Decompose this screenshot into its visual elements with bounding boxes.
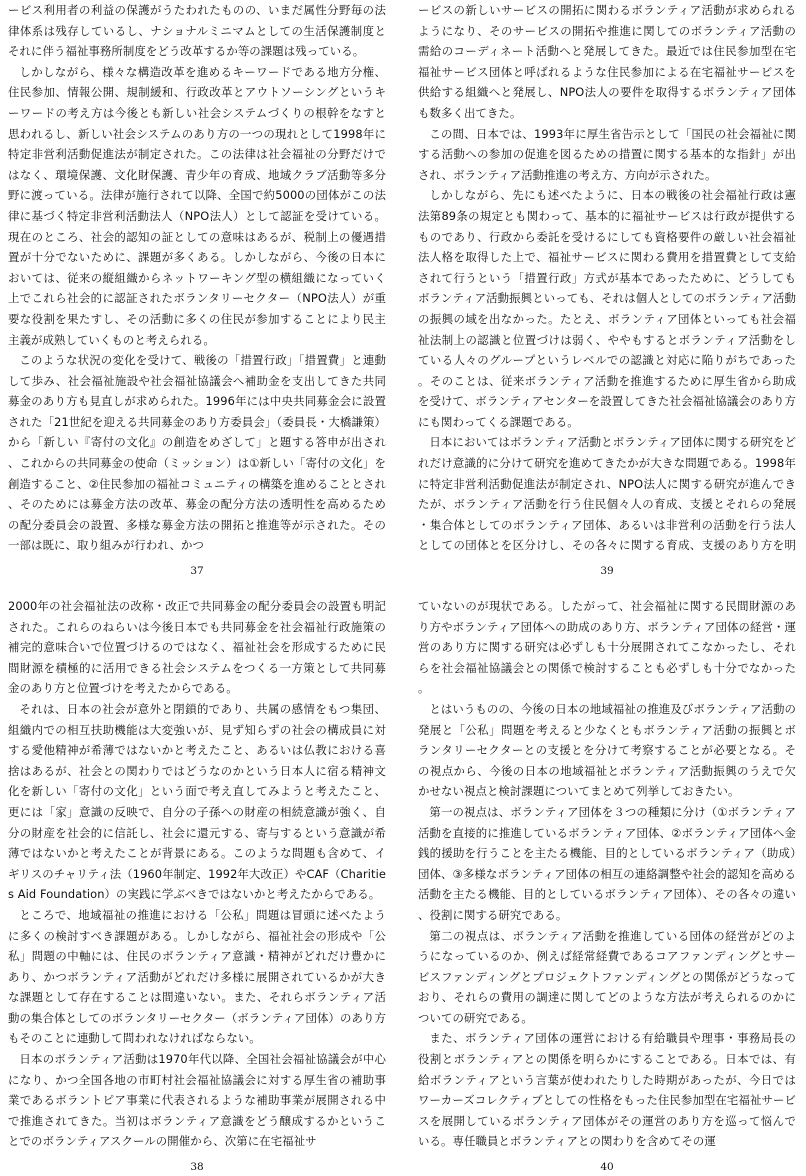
page-38 — [8, 596, 386, 1174]
paragraph: このような状況の変化を受けて、戦後の「措置行政」「措置費」と連動して歩み、社会福祉施設や社会福祉協議会へ補助金を支出してきた共同募金のあり方も見直しが求められた。1996年には中央共同募金会に設置された「21世紀を迎える共同募金のあり方委員会」（委員長・大橋謙策）から「新しい『寄付の文化』の創造をめざして」と題する答申が出され、これからの共同募金の使命（ミッション）は①新しい「寄付の文化」を創造すること、②住民参加の福祉コミュニティの構築を進めることとされ、そのためには募金方法の改革、募金の配分方法の透明性を高めるための配分委員会の設置、多様な募金方法の開拓と推進等が示された。その一部は既に、取り組みが行われ、かつ — [8, 353, 386, 553]
paragraph: ところで、地域福祉の推進における「公私」問題は冒頭に述べたように多くの検討すべき課題がある。しかしながら、福祉社会の形成や「公私」問題の中軸には、住民のボランティア意識・精神がどれだけ豊かにあり、かつボランティア活動がどれだけ多様に展開されているかが大きな課題として存在することは間違いない。また、それらボランティア活動の集合体としてのボランタリーセクター（ボランティア団体）のあり方もそのことに連動して問われなければならない。 — [8, 907, 386, 1046]
paragraph: それは、日本の社会が意外と閉鎖的であり、共属の感情をもつ集団、組織内での相互扶助機能は大変強いが、見ず知らずの社会の構成員に対する愛他精神が希薄ではないかと考えたこと、あるいは仏教における喜捨はあるが、社会との関わりではどうなのかという日本人に宿る精神文化を新しい「寄付の文化」という面で考え直してみようと考えたこと、更には「家」意識の反映で、自分の子孫への財産の相続意識が強く、自分の財産を社会的に信託し、社会に還元する、寄与するという意識が希薄ではないかと考えたことが背景にある。このような問題も含めて、イギリスのチャリティ法（1960年制定、1992年大改正）やCAF（Charities Aid Foundation）の実践に学ぶべきではないかと考えたからである。 — [8, 701, 386, 902]
paragraph: しかしながら、先にも述べたように、日本の戦後の社会福祉行政は憲法第89条の規定とも関わって、基本的に福祉サービスは行政が提供するものであり、行政から委託を受けるにしても資格要件の厳しい社会福祉法人格を取得した上で、福祉サービスに関わる費用を措置費として支給されて行うという「措置行政」方式が基本であったために、どうしてもボランティア活動振興といっても、それは個人としてのボランティア活動の振興の域を出なかった。たとえ、ボランティア団体といっても社会福祉法制上の認識と位置づけは弱く、ややもするとボランティア活動をしている人々のグループというレベルでの認識と対応に陥りがちであった。そのことは、従来ボランティア活動を推進するために厚生省から助成を受けて、ボランティアセンターを設置してきた社会福祉協議会のあり方にも関わってくる課題である。 — [418, 188, 796, 429]
page-38-body — [8, 596, 386, 1158]
paragraph: 第二の視点は、ボランティア活動を推進している団体の経営がどのようになっているのか、例えば経常経費であるコアファンディングとサービスファンディングとプロジェクトファンディングとの関係がどうなっており、それらの費用の調達に関してどのような方法が考えられるのかについての研究である。 — [418, 928, 796, 1025]
paragraph: ービスの新しいサービスの開拓に関わるボランティア活動が求められるようになり、そのサービスの開拓や推進に関してのボランティア活動の需給のコーディネート活動へと発展してきた。最近では住民参加型在宅福祉サービス団体と呼ばれるような住民参加による在宅福祉サービスを供給する組織へと発展し、NPO法人の要件を取得するボランティア団体も数多く出てきた。 — [418, 3, 796, 120]
page-number: 37 — [190, 565, 204, 577]
paragraph: この間、日本では、1993年に厚生省告示として「国民の社会福祉に関する活動への参加の促進を図るための措置に関する基本的な指針」が出され、ボランティア活動推進の考え方、方向が示された。 — [418, 126, 796, 182]
paragraph: しかしながら、様々な構造改革を進めるキーワードである地方分権、住民参加、情報公開、規制緩和、行政改革とアウトソーシングというキーワードの考え方は今後とも新しい社会システムづくりの根幹をなすと思われるし、新しい社会システムのあり方の一つの現れとして1998年に特定非営利活動促進法が制定された。この法律は社会福祉の分野だけではなく、環境保護、文化財保護、青少年の育成、地域クラブ活動等多分野に渡っている。法律が施行されて以降、全国で約5000の団体がこの法律に基づく特定非営利活動法人（NPO法人）として認証を受けている。現在のところ、社会的認知の証としての意味はあるが、税制上の優遇措置が十分でないために、課題が多くある。しかしながら、今後の日本においては、従来の縦組織からネットワーキング型の横組織になっていく上でこれら社会的に認証されたボランタリーセクター（NPO法人）が重要な役割を果たすし、その活動に多くの住民が参加することにより民主主義が成熟していくものと考えられる。 — [8, 64, 386, 347]
page-37-body — [8, 0, 386, 554]
page-39-body — [418, 0, 796, 554]
page-number: 39 — [600, 565, 614, 577]
page-number: 38 — [190, 1161, 204, 1173]
page-number: 40 — [600, 1161, 614, 1173]
paragraph: 2000年の社会福祉法の改称・改正で共同募金の配分委員会の設置も明記された。これらのねらいは今後日本でも共同募金を社会福祉行政施策の補完的意味合いで位置づけるのではなく、福祉社会を形成するために民間財源を積極的に活用できる社会システムをつくる一方策として共同募金のあり方と位置づけを考えたからである。 — [8, 599, 386, 696]
paragraph: 日本のボランティア活動は1970年代以降、全国社会福祉協議会が中心になり、かつ全国各地の市町村社会福祉協議会に対する厚生省の補助事業であるボラントピア事業に代表されるような補助事業が展開される中で推進されてきた。当初はボランティア意識をどう醸成するかということでのボランティアスクールの開催から、次第に在宅福祉サ — [8, 1052, 386, 1149]
paragraph: とはいうものの、今後の日本の地域福祉の推進及びボランティア活動の発展と「公私」問題を考えると少なくともボランティア活動の振興とボランタリーセクターとの支援とを分けて考察することが必要となる。その視点から、今後の日本の地域福祉とボランティア活動振興のうえで欠かせない視点と検討課題についてまとめて列挙しておきたい。 — [418, 701, 796, 799]
paragraph: また、ボランティア団体の運営における有給職員や理事・事務局長の役割とボランティアとの関係を明らかにすることである。日本では、有給ボランティアという言葉が使われたりした時期があったが、今日ではワーカーズコレクティブとしての性格をもった住民参加型在宅福祉サービスを展開しているボランティア団体がその運営のあり方を巡って悩んでいる。専任職員とボランティアとの関わりを含めてその運 — [418, 1031, 796, 1149]
page-40-body — [418, 596, 796, 1158]
paragraph: ービス利用者の利益の保護がうたわれたものの、いまだ属性分野毎の法律体系は残存しているし、ナショナルミニマムとしての生活保護制度とそれに伴う福祉事務所制度をどう改革するか等の課題は残っている。 — [8, 3, 386, 59]
page-37 — [8, 0, 386, 578]
paragraph: 第一の視点は、ボランティア団体を３つの種類に分け（①ボランティア活動を直接的に推進しているボランティア団体、②ボランティア団体へ金銭的援助を行うことを主たる機能、目的としているボランティア（助成）団体、③多様なボランティア団体の相互の連絡調整や社会的認知を高める活動を主たる機能、目的としているボランティア団体）、その各々の違い、役割に関する研究である。 — [418, 804, 796, 922]
paragraph: 日本においてはボランティア活動とボランティア団体に関する研究をどれだけ意識的に分けて研究を進めてきたかが大きな問題である。1998年に特定非営利活動促進法が制定され、NPO法人に関する研究が進んできたが、ボランティア活動を行う住民個々人の育成、支援とそれらの発展・集合体としてのボランティア団体、あるいは非営利の活動を行う法人としての団体とを区分けし、その各々に関する育成、支援のあり方を明 — [418, 435, 796, 553]
paragraph: ていないのが現状である。したがって、社会福祉に関する民間財源のあり方やボランティア団体への助成のあり方、ボランティア団体の経営・運営のあり方に関する研究は必ずしも十分展開されてこなかったし、それらを社会福祉協議会との関係で検討することも必ずしも十分でなかった。 — [418, 599, 796, 696]
page-40 — [418, 596, 796, 1174]
page-39 — [418, 0, 796, 578]
